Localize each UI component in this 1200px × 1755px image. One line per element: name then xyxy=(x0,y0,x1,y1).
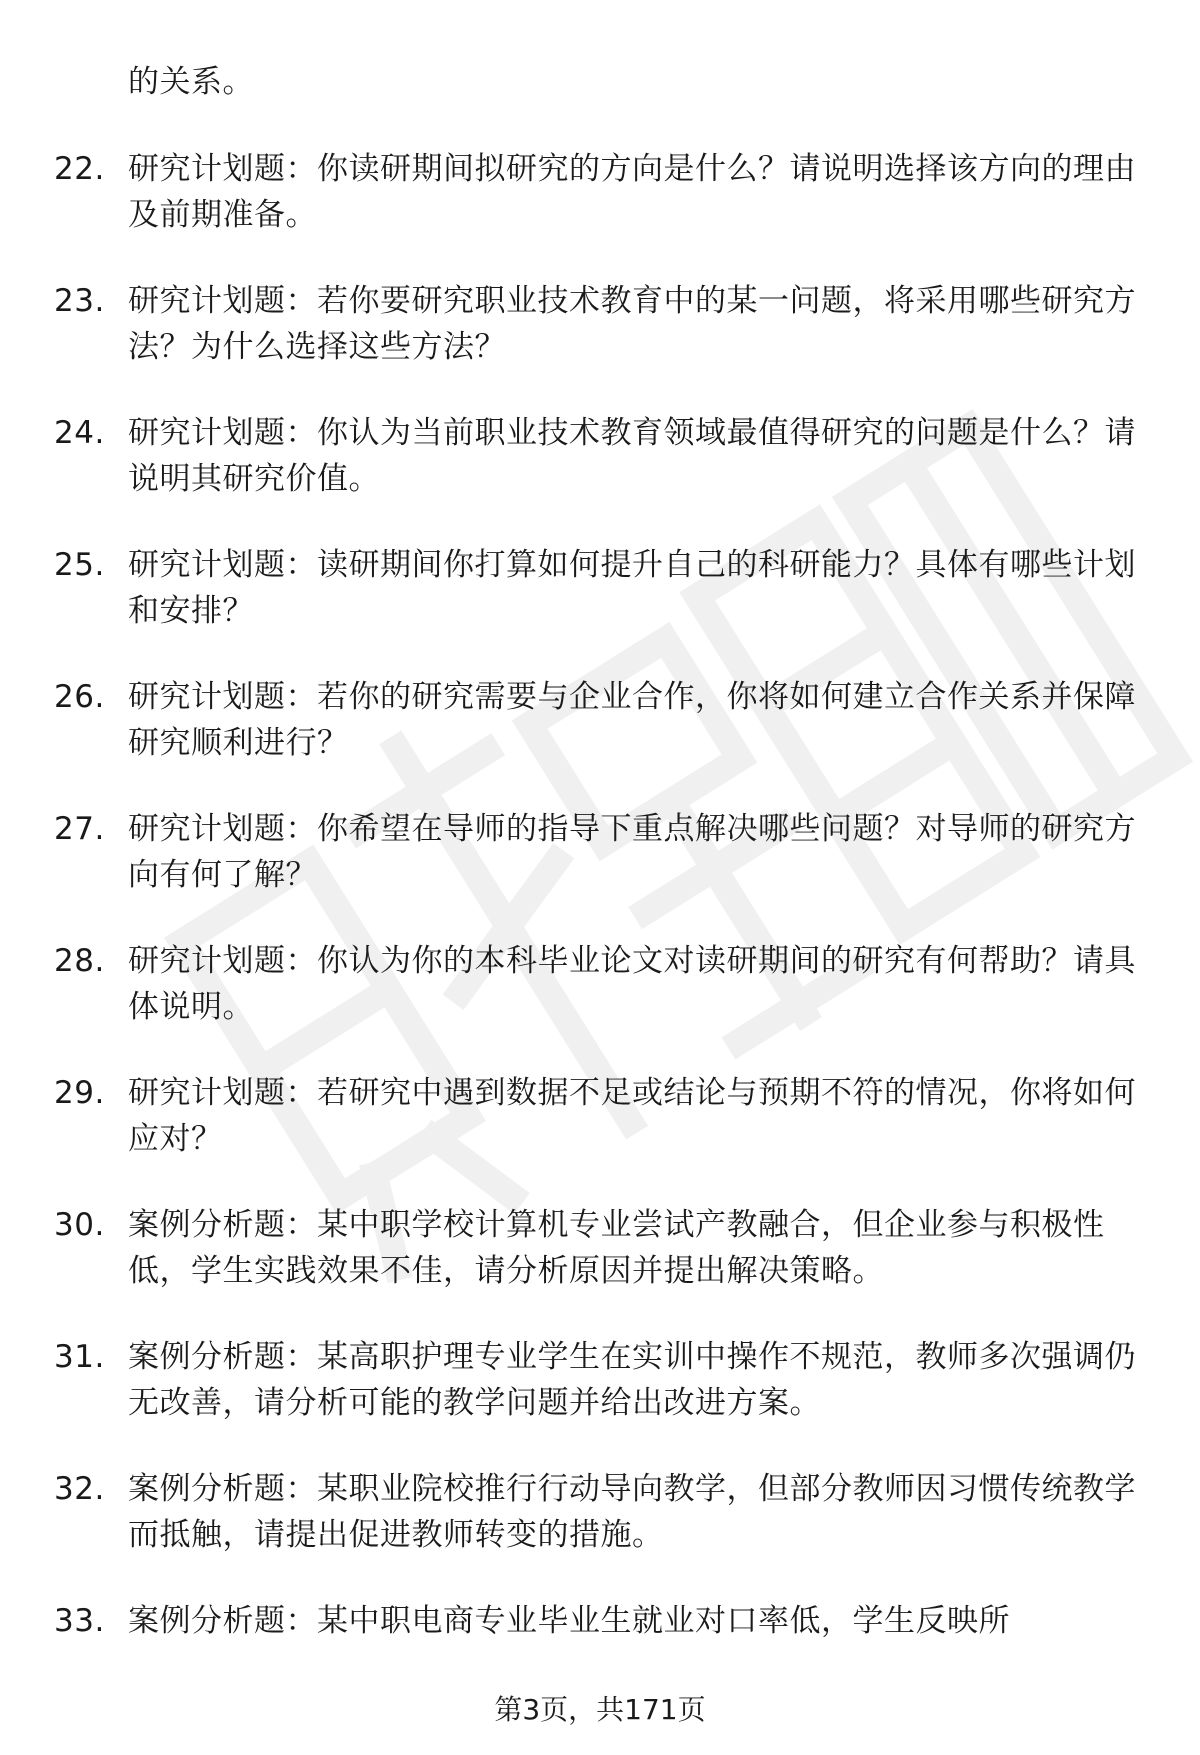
question-item xyxy=(54,542,1144,634)
question-text: 案例分析题：某中职学校计算机专业尝试产教融合，但企业参与积极性低，学生实践效果不佳，请分析原因并提出解决策略。 xyxy=(128,1207,1105,1289)
question-number: 32. xyxy=(54,1471,105,1507)
question-item xyxy=(54,410,1144,502)
question-item xyxy=(54,1598,1144,1644)
question-text: 案例分析题：某中职电商专业毕业生就业对口率低，学生反映所 xyxy=(128,1603,1010,1639)
question-number: 24. xyxy=(54,415,105,451)
question-number: 31. xyxy=(54,1339,105,1375)
question-text: 案例分析题：某高职护理专业学生在实训中操作不规范，教师多次强调仍无改善，请分析可能的教学问题并给出改进方案。 xyxy=(128,1339,1136,1421)
question-number: 27. xyxy=(54,811,105,847)
question-item xyxy=(54,1070,1144,1162)
question-text: 研究计划题：若你的研究需要与企业合作，你将如何建立合作关系并保障研究顺利进行？ xyxy=(128,679,1136,761)
question-number: 28. xyxy=(54,943,105,979)
question-text: 研究计划题：你希望在导师的指导下重点解决哪些问题？对导师的研究方向有何了解？ xyxy=(128,811,1136,893)
question-number: 22. xyxy=(54,151,105,187)
question-item xyxy=(54,806,1144,898)
page-footer: 第3页，共171页 xyxy=(494,1693,706,1726)
question-number: 26. xyxy=(54,679,105,715)
question-text: 研究计划题：若研究中遇到数据不足或结论与预期不符的情况，你将如何应对？ xyxy=(128,1075,1136,1157)
question-item xyxy=(54,278,1144,370)
question-text: 研究计划题：读研期间你打算如何提升自己的科研能力？具体有哪些计划和安排？ xyxy=(128,547,1136,629)
question-item xyxy=(54,1202,1144,1294)
question-text: 研究计划题：你认为你的本科毕业论文对读研期间的研究有何帮助？请具体说明。 xyxy=(128,943,1136,1025)
question-item xyxy=(54,674,1144,766)
question-list xyxy=(54,146,1144,1684)
question-number: 25. xyxy=(54,547,105,583)
question-item xyxy=(54,146,1144,238)
continuation-text: 的关系。 xyxy=(128,64,254,100)
question-text: 研究计划题：若你要研究职业技术教育中的某一问题，将采用哪些研究方法？为什么选择这些方法？ xyxy=(128,283,1136,365)
question-number: 29. xyxy=(54,1075,105,1111)
question-number: 30. xyxy=(54,1207,105,1243)
question-item xyxy=(54,1334,1144,1426)
question-text: 研究计划题：你读研期间拟研究的方向是什么？请说明选择该方向的理由及前期准备。 xyxy=(128,151,1136,233)
question-number: 33. xyxy=(54,1603,105,1639)
question-number: 23. xyxy=(54,283,105,319)
question-item xyxy=(54,1466,1144,1558)
question-text: 案例分析题：某职业院校推行行动导向教学，但部分教师因习惯传统教学而抵触，请提出促进教师转变的措施。 xyxy=(128,1471,1136,1553)
question-item xyxy=(54,938,1144,1030)
question-text: 研究计划题：你认为当前职业技术教育领域最值得研究的问题是什么？请说明其研究价值。 xyxy=(128,415,1136,497)
